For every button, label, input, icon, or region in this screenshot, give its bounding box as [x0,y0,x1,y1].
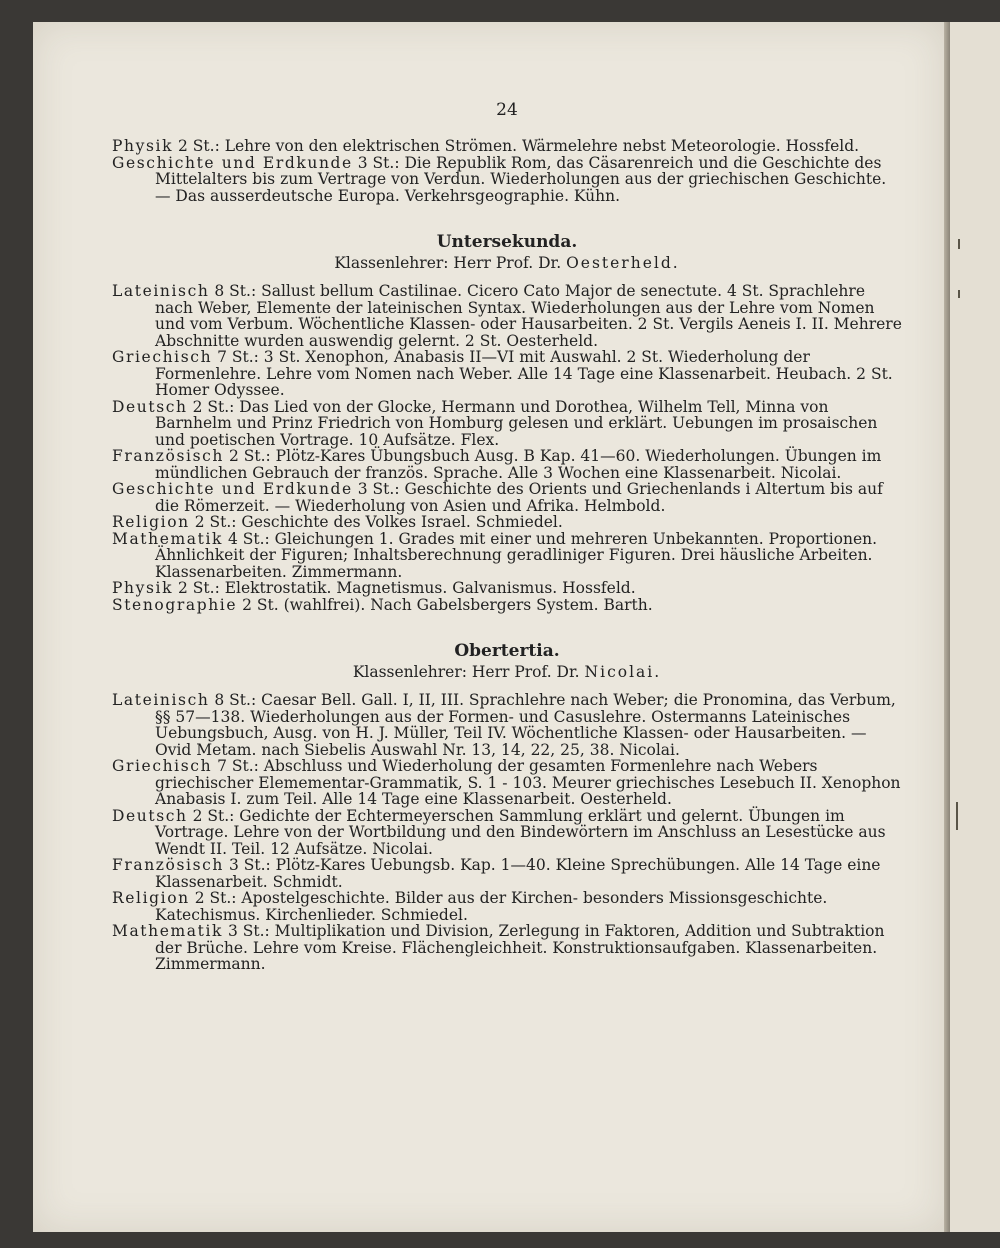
course-entry [112,481,902,514]
page-number: 24 [496,100,518,120]
subject-name: Griechisch [112,348,213,366]
subject-name: Stenographie [112,595,238,614]
subject-name: Physik [112,579,174,597]
course-text: 3 St.: Multiplikation und Division, Zerlegung in Faktoren, Addition und Subtraktion der Brüche. Lehre vom Kreise. Flächengleichheit. Konstruktionsaufgaben. Klassenarbeiten. Zimmermann. [155,922,885,973]
subject-name: Geschichte und Erdkunde [112,153,353,172]
subject-name: Physik [112,137,174,155]
class-teacher-line [112,254,902,272]
course-text: 2 St.: Gedichte der Echtermeyerschen Sammlung erklärt und gelernt. Übungen im Vortrage. Lehre von der Wortbildung und den Bindewörtern im Anschluss an Lesestücke aus Wendt II. Teil. 12 Aufsätze. Nicolai. [155,806,886,858]
course-entry [112,283,902,349]
subject-name: Griechisch [112,757,213,775]
section-title: Untersekunda. [436,232,578,252]
subject-name: Französisch [112,447,225,465]
margin-mark [956,802,958,830]
course-text: 4 St.: Gleichungen 1. Grades mit einer und mehreren Unbekannten. Proportionen. Ähnlichkeit der Figuren; Inhaltsberechnung geradliniger Figuren. Drei häusliche Arbeiten. Klassenarbeiten. Zimmermann. [155,529,878,581]
subject-name: Geschichte und Erdkunde [112,480,353,498]
class-teacher-name: Nicolai. [584,663,662,681]
course-text: 3 St.: Plötz-Kares Uebungsb. Kap. 1—40. Kleine Sprechübungen. Alle 14 Tage eine Klassenarbeit. Schmidt. [155,856,881,891]
course-entry [112,531,902,581]
course-text: 2 St.: Elektrostatik. Magnetismus. Galvanismus. Hossfeld. [173,579,636,597]
course-text: 7 St.: Abschluss und Wiederholung der gesamten Formenlehre nach Webers griechischer Elemementar-Grammatik, S. 1 - 103. Meurer griechisches Lesebuch II. Xenophon Anabasis I. zum Teil. Alle 14 Tage eine Klassenarbeit. Oesterheld. [155,757,901,808]
course-entry [112,399,902,449]
class-teacher-prefix: Klassenlehrer: Herr Prof. Dr. [352,663,585,681]
class-teacher-prefix: Klassenlehrer: Herr Prof. Dr. [334,254,567,272]
course-entry [112,448,902,481]
course-entry [112,890,902,923]
course-text: 3 St.: Die Republik Rom, das Cäsarenreich und die Geschichte des Mittelalters bis zum Vertrage von Verdun. Wiederholungen aus der griechischen Geschichte. — Das ausserdeutsche Europa. Verkehrsgeographie. Kühn. [155,153,887,205]
course-text: 8 St.: Sallust bellum Castilinae. Cicero Cato Major de senectute. 4 St. Sprachlehre nach Weber, Elemente der lateinischen Syntax. Wiederholungen aus der Lehre vom Nomen und vom Verbum. Wöchentliche Klassen- oder Hausarbeiten. 2 St. Vergils Aeneis I. II. Mehrere Abschnitte wurden auswendig gelernt. 2 St. Oesterheld. [155,282,902,350]
course-entry [112,923,902,973]
subject-name: Französisch [112,856,225,874]
class-teacher-name: Oesterheld. [566,254,680,272]
course-text: 7 St.: 3 St. Xenophon, Anabasis II—VI mit Auswahl. 2 St. Wiederholung der Formenlehre. Lehre vom Nomen nach Weber. Alle 14 Tage eine Klassenarbeit. Heubach. 2 St. Homer Odyssee. [155,348,893,399]
course-entry [112,758,902,808]
section-obertertia [112,641,902,973]
margin-mark [958,239,960,249]
course-text: 8 St.: Caesar Bell. Gall. I, II, III. Sprachlehre nach Weber; die Pronomina, das Verbum, §§ 57—138. Wiederholungen aus der Formen- und Casuslehre. Ostermanns Lateinisches Uebungsbuch, Ausg. von H. J. Müller, Teil IV. Wöchentliche Klassen- oder Hausarbeiten. — Ovid Metam. nach Siebelis Auswahl Nr. 13, 14, 22, 25, 38. Nicolai. [155,691,896,759]
course-entry [112,155,902,205]
subject-name: Lateinisch [112,282,210,300]
margin-mark [958,290,960,298]
section-title: Obertertia. [454,641,560,661]
subject-name: Mathematik [112,922,224,940]
adjacent-page-edge [950,22,1000,1232]
course-entry [112,349,902,399]
page-content [112,100,902,973]
course-entry [112,138,902,155]
course-entry [112,580,902,597]
intro-block [112,138,902,204]
course-entry [112,857,902,890]
subject-name: Lateinisch [112,691,210,709]
subject-name: Religion [112,889,190,907]
course-entry [112,692,902,758]
course-text: 2 St.: Plötz-Kares Übungsbuch Ausg. B Kap. 41—60. Wiederholungen. Übungen im mündlichen Gebrauch der französ. Sprache. Alle 3 Wochen eine Klassenarbeit. Nicolai. [155,447,882,482]
course-entry [112,514,902,531]
subject-name: Religion [112,513,190,531]
course-entry [112,597,902,614]
course-text: 2 St.: Apostelgeschichte. Bilder aus der Kirchen- besonders Missionsgeschichte. Katechismus. Kirchenlieder. Schmiedel. [155,889,828,924]
course-text: 2 St.: Geschichte des Volkes Israel. Schmiedel. [189,513,563,531]
class-teacher-line [112,663,902,681]
subject-name: Mathematik [112,529,224,548]
course-entry [112,808,902,858]
course-text: 2 St. (wahlfrei). Nach Gabelsbergers System. Barth. [237,595,653,614]
course-text: 2 St.: Lehre von den elektrischen Strömen. Wärmelehre nebst Meteorologie. Hossfeld. [173,137,860,155]
subject-name: Deutsch [112,806,188,825]
course-text: 2 St.: Das Lied von der Glocke, Hermann und Dorothea, Wilhelm Tell, Minna von Barnhelm und Prinz Friedrich von Homburg gelesen und erklärt. Uebungen im prosaischen und poetischen Vortrage. 10 Aufsätze. Flex. [155,397,878,449]
section-untersekunda [112,232,902,613]
course-text: 3 St.: Geschichte des Orients und Griechenlands i Altertum bis auf die Römerzeit. — Wiederholung von Asien und Afrika. Helmbold. [155,480,883,515]
subject-name: Deutsch [112,397,188,416]
